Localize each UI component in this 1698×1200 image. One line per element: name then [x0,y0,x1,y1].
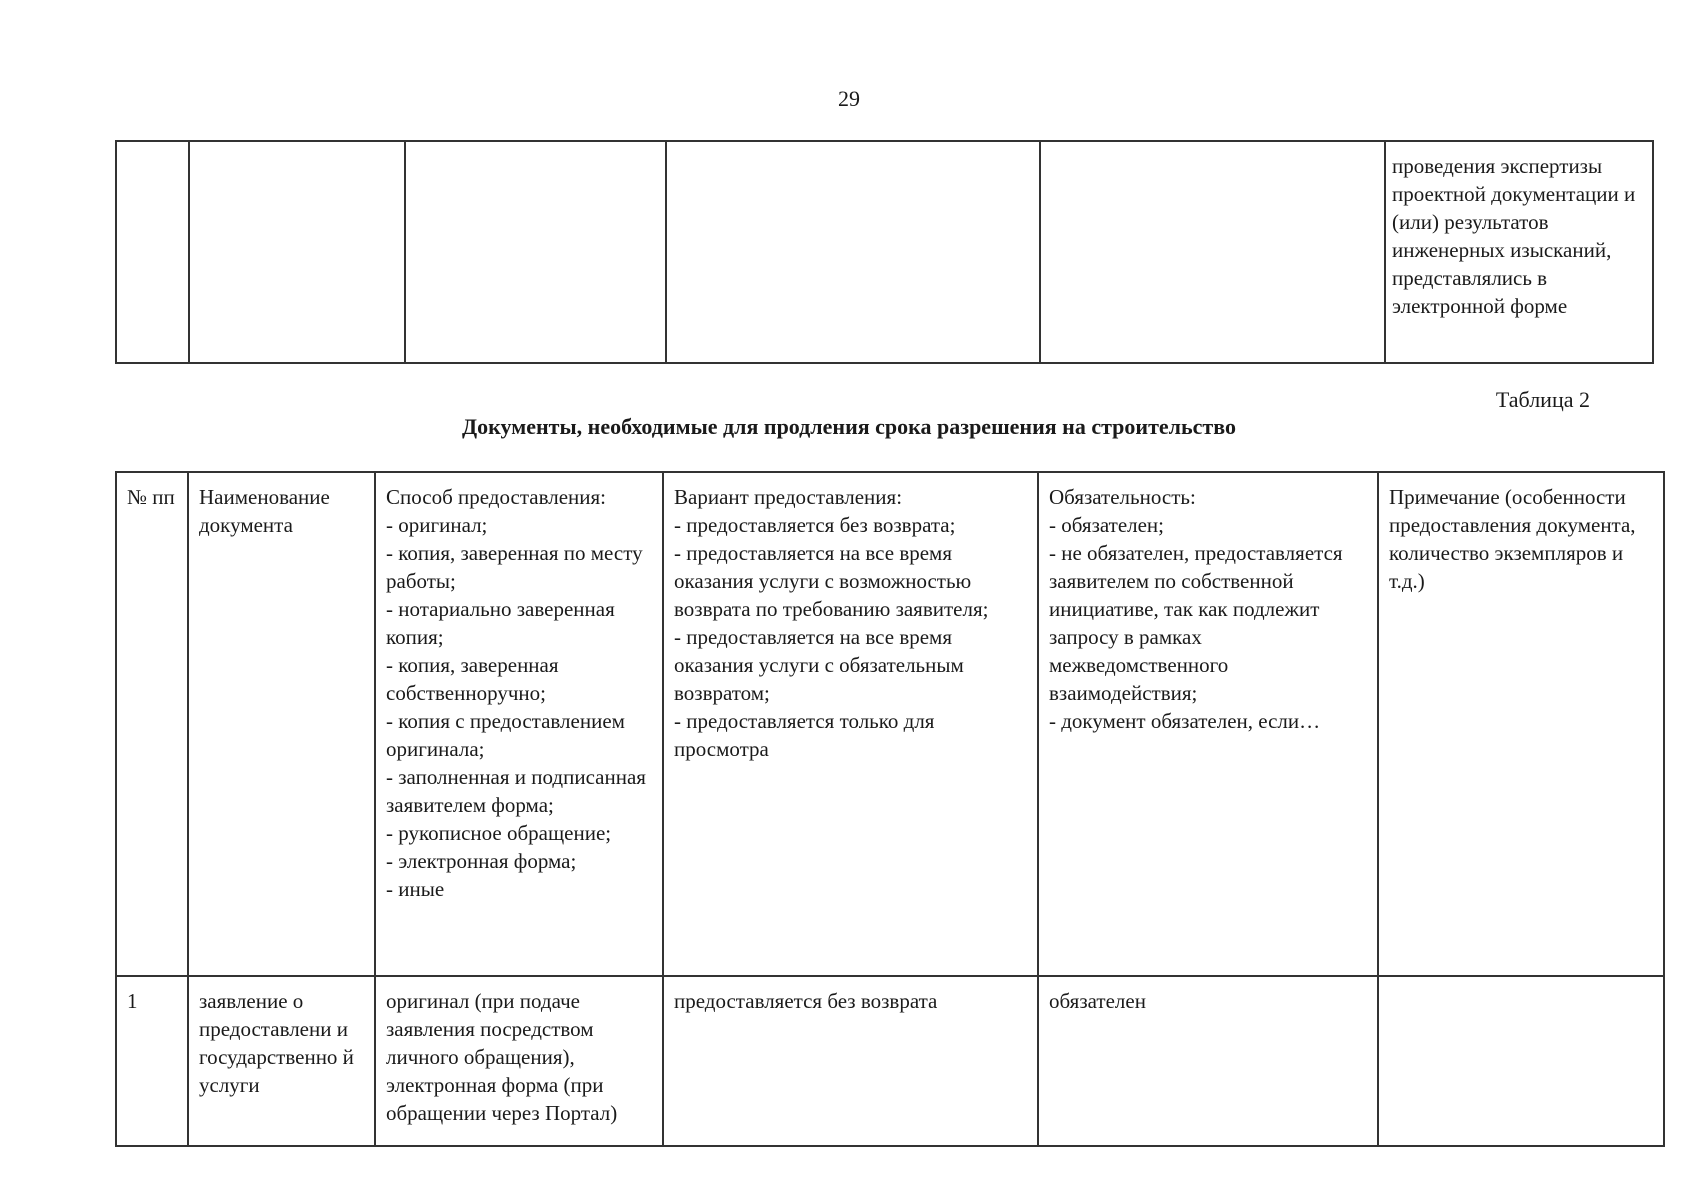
continuation-note-cell: проведения экспертизы проектной документации и (или) результатов инженерных изысканий, представлялись в электронной форме [1385,141,1653,363]
row-document-name: заявление о предоставлени и государственно й услуги [188,976,375,1146]
row-obligation: обязателен [1038,976,1378,1146]
table-header-row [116,472,1664,976]
continuation-table [115,140,1654,364]
header-document-name: Наименование документа [188,472,375,976]
table-cell [405,141,666,363]
table-title: Документы, необходимые для продления срока разрешения на строительство [462,414,1236,439]
table-row [116,141,1653,363]
row-provision-method: оригинал (при подаче заявления посредством личного обращения), электронная форма (при обращении через Портал) [375,976,663,1146]
table-row [116,976,1664,1146]
row-provision-variant: предоставляется без возврата [663,976,1038,1146]
row-note [1378,976,1664,1146]
header-provision-variant: Вариант предоставления: - предоставляется без возврата; - предоставляется на все время оказания услуги с возможностью возврата по требованию заявителя; - предоставляется на все время оказания услуги с обязательным возвратом; - предоставляется только для просмотра [663,472,1038,976]
header-note: Примечание (особенности предоставления документа, количество экземпляров и т.д.) [1378,472,1664,976]
table-cell [189,141,405,363]
page-number: 29 [838,86,860,111]
table-cell [1040,141,1385,363]
header-obligation: Обязательность: - обязателен; - не обязателен, предоставляется заявителем по собственной инициативе, так как подлежит запросу в рамках межведомственного взаимодействия; - документ обязателен, если… [1038,472,1378,976]
table-cell [116,141,189,363]
table-caption: Таблица 2 [1495,387,1590,412]
table-cell [666,141,1040,363]
row-number: 1 [116,976,188,1146]
documents-table [115,471,1665,1147]
header-number: № пп [116,472,188,976]
header-provision-method: Способ предоставления: - оригинал; - копия, заверенная по месту работы; - нотариально заверенная копия; - копия, заверенная собственноручно; - копия с предоставлением оригинала; - заполненная и подписанная заявителем форма; - рукописное обращение; - электронная форма; - иные [375,472,663,976]
